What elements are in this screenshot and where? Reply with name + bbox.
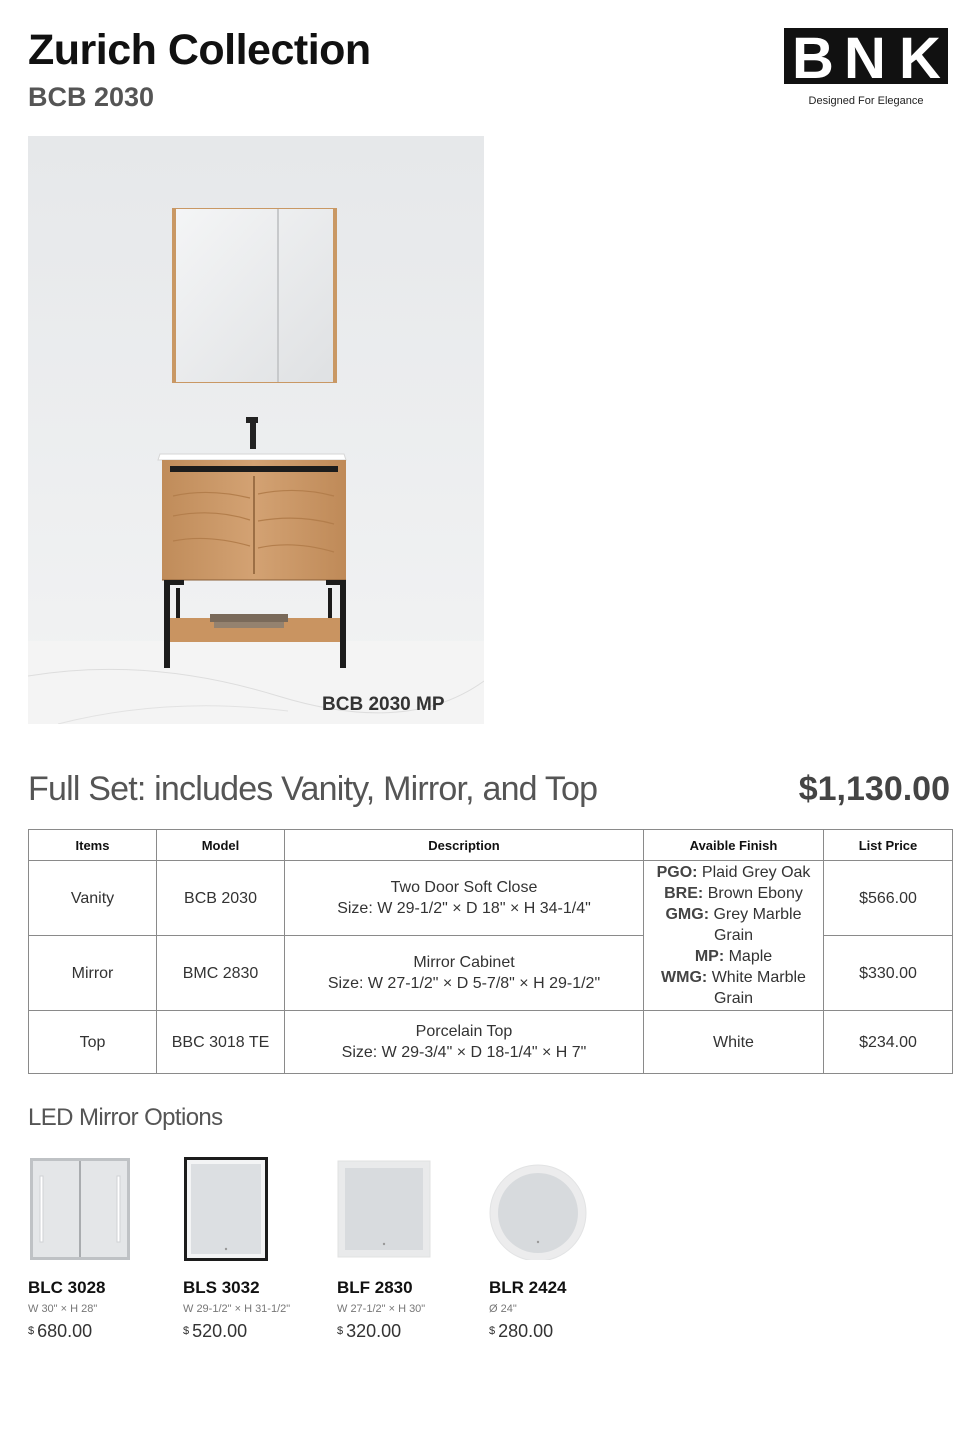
- finish-name: Maple: [728, 948, 773, 965]
- description-title: Porcelain Top: [415, 1023, 513, 1040]
- led-option-card: [28, 1156, 178, 1341]
- finish-name: White Marble Grain: [711, 969, 806, 1007]
- price-value: 320.00: [346, 1321, 402, 1341]
- currency-symbol: $: [183, 1325, 190, 1337]
- option-price: [489, 1321, 553, 1342]
- finish-code: GMG:: [665, 906, 710, 923]
- description-title: Mirror Cabinet: [413, 954, 515, 971]
- logo-letter-b: B: [792, 26, 834, 91]
- header-model: Model: [157, 830, 285, 861]
- option-price: [183, 1321, 247, 1342]
- finish-name: Brown Ebony: [707, 885, 803, 902]
- cell-finish-options: [644, 861, 824, 1011]
- table-row: [29, 861, 953, 936]
- header-list-price: List Price: [824, 830, 953, 861]
- finish-name: Grey Marble Grain: [713, 906, 802, 944]
- finish-item: [645, 904, 822, 946]
- finish-code: BRE:: [664, 885, 704, 902]
- logo-tagline: Designed For Elegance: [808, 95, 924, 107]
- full-set-heading: Full Set: includes Vanity, Mirror, and Top: [28, 770, 598, 808]
- header-description: Description: [285, 830, 644, 861]
- option-size: W 30" × H 28": [28, 1303, 98, 1315]
- cell-item: Top: [29, 1011, 157, 1074]
- cell-price: $234.00: [824, 1011, 953, 1074]
- table-header-row: [29, 830, 953, 861]
- finish-item: [645, 967, 822, 1009]
- full-set-price: $1,130.00: [798, 770, 950, 808]
- finish-item: [645, 862, 822, 883]
- header-finish: Avaible Finish: [644, 830, 824, 861]
- finish-item: [645, 946, 822, 967]
- logo-letter-k: K: [899, 26, 941, 91]
- description-size: Size: W 29-3/4" × D 18-1/4" × H 7": [341, 1044, 587, 1061]
- brand-logo: [784, 28, 948, 107]
- description-size: Size: W 27-1/2" × D 5-7/8" × H 29-1/2": [327, 975, 601, 992]
- currency-symbol: $: [28, 1325, 35, 1337]
- option-model: BLS 3032: [183, 1278, 260, 1297]
- led-option-card: [337, 1156, 487, 1341]
- option-size: W 29-1/2" × H 31-1/2": [183, 1303, 291, 1315]
- price-value: 280.00: [498, 1321, 554, 1341]
- round-mirror-thumbnail: [489, 1156, 639, 1266]
- cell-model: BBC 3018 TE: [157, 1011, 285, 1074]
- description-title: Two Door Soft Close: [390, 879, 538, 896]
- finish-code: WMG:: [661, 969, 708, 986]
- option-price: [28, 1321, 92, 1342]
- vanity-illustration: [28, 136, 484, 724]
- pricing-table: [28, 829, 953, 1074]
- collection-title: Zurich Collection: [28, 26, 371, 74]
- framed-mirror-thumbnail: [183, 1156, 333, 1266]
- currency-symbol: $: [337, 1325, 344, 1337]
- led-options-heading: LED Mirror Options: [28, 1104, 223, 1131]
- cell-model: BMC 2830: [157, 936, 285, 1011]
- option-model: BLR 2424: [489, 1278, 567, 1297]
- led-option-card: [183, 1156, 333, 1341]
- cell-description: [285, 1011, 644, 1074]
- cell-description: [285, 936, 644, 1011]
- option-price: [337, 1321, 401, 1342]
- price-value: 520.00: [192, 1321, 248, 1341]
- option-size: W 27-1/2" × H 30": [337, 1303, 426, 1315]
- logo-letter-n: N: [844, 26, 886, 91]
- description-size: Size: W 29-1/2" × D 18" × H 34-1/4": [337, 900, 591, 917]
- cell-price: $566.00: [824, 861, 953, 936]
- cell-description: [285, 861, 644, 936]
- frameless-mirror-thumbnail: [337, 1156, 487, 1266]
- option-size: Ø 24": [489, 1303, 517, 1315]
- price-value: 680.00: [37, 1321, 93, 1341]
- finish-code: MP:: [694, 948, 725, 965]
- option-model: BLC 3028: [28, 1278, 106, 1297]
- finish-name: Plaid Grey Oak: [701, 864, 811, 881]
- cell-finish: White: [644, 1011, 824, 1074]
- product-photo: [28, 136, 484, 724]
- led-option-card: [489, 1156, 639, 1341]
- cell-item: Mirror: [29, 936, 157, 1011]
- cell-model: BCB 2030: [157, 861, 285, 936]
- option-model: BLF 2830: [337, 1278, 413, 1297]
- finish-item: [645, 883, 822, 904]
- table-row: [29, 1011, 953, 1074]
- logo-mark: [784, 26, 948, 91]
- mirror-cabinet-thumbnail: [28, 1156, 178, 1266]
- finish-code: PGO:: [656, 864, 698, 881]
- currency-symbol: $: [489, 1325, 496, 1337]
- cell-price: $330.00: [824, 936, 953, 1011]
- model-subtitle: BCB 2030: [28, 82, 155, 112]
- header-items: Items: [29, 830, 157, 861]
- photo-caption: BCB 2030 MP: [322, 694, 445, 715]
- cell-item: Vanity: [29, 861, 157, 936]
